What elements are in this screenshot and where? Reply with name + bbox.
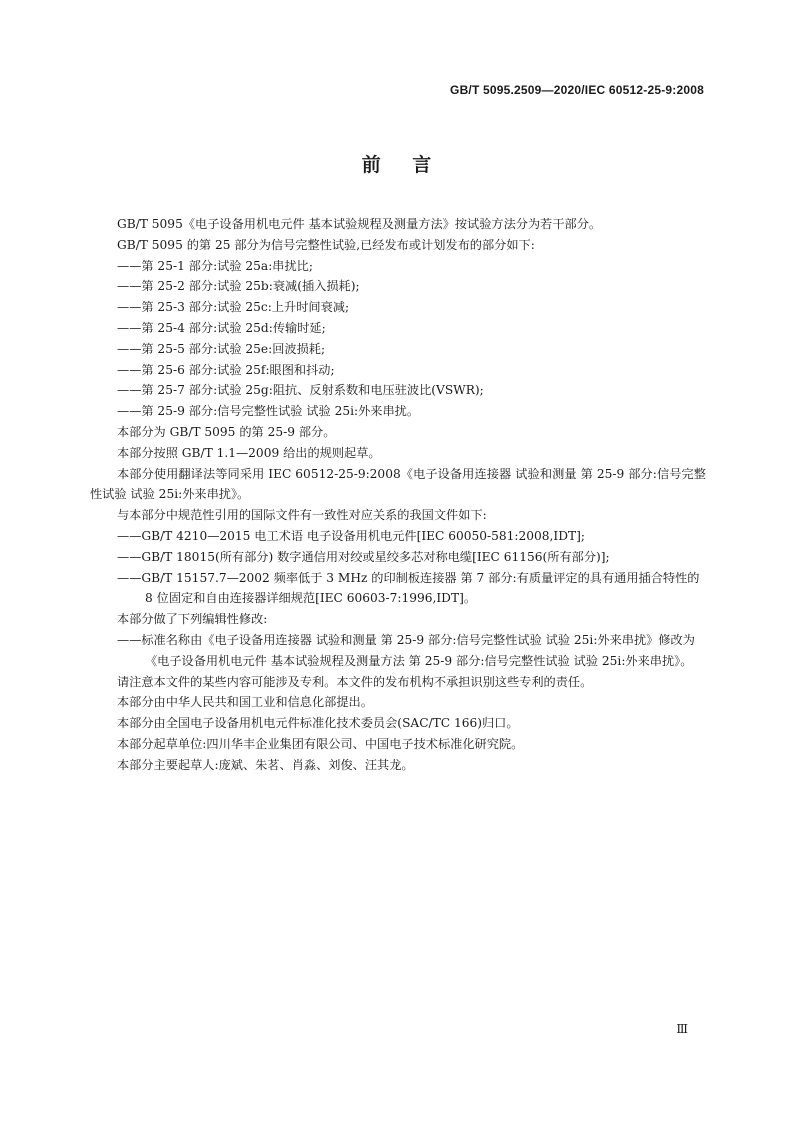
- paragraph: GB/T 5095《电子设备用机电元件 基本试验规程及测量方法》按试验方法分为若干部分。: [117, 217, 602, 231]
- list-item: ——GB/T 15157.7—2002 频率低于 3 MHz 的印制板连接器 第 7 部分:有质量评定的具有通用插合特性的 8 位固定和自由连接器详细规范[IEC 60603-7:1996,IDT]。: [117, 570, 700, 606]
- paragraph: 本部分由中华人民共和国工业和信息化部提出。: [117, 695, 373, 710]
- paragraph: 请注意本文件的某些内容可能涉及专利。本文件的发布机构不承担识别这些专利的责任。: [117, 674, 593, 689]
- standard-number-header: GB/T 5095.2509—2020/IEC 60512-25-9:2008: [450, 83, 704, 97]
- list-item: ——第 25-5 部分:试验 25e:回波损耗;: [117, 341, 326, 356]
- paragraph: 本部分按照 GB/T 1.1—2009 给出的规则起草。: [117, 445, 381, 460]
- paragraph: 本部分使用翻译法等同采用 IEC 60512-25-9:2008《电子设备用连接器 试验和测量 第 25-9 部分:信号完整性试验 试验 25i:外来串扰》。: [90, 466, 706, 502]
- paragraph: 本部分为 GB/T 5095 的第 25-9 部分。: [117, 424, 336, 439]
- list-item: ——标准名称由《电子设备用连接器 试验和测量 第 25-9 部分:信号完整性试验 试验 25i:外来串扰》修改为《电子设备用机电元件 基本试验规程及测量方法 第 25-9 部分:信号完整性试验 试验 25i:外来串扰》。: [117, 632, 695, 668]
- foreword-body: [90, 214, 706, 776]
- list-item: ——GB/T 18015(所有部分) 数字通信用对绞或星绞多芯对称电缆[IEC 61156(所有部分)];: [117, 549, 610, 564]
- list-item: ——第 25-2 部分:试验 25b:衰减(插入损耗);: [117, 279, 360, 294]
- list-item: ——第 25-3 部分:试验 25c:上升时间衰减;: [117, 300, 350, 315]
- paragraph: 本部分做了下列编辑性修改:: [117, 612, 268, 627]
- list-item: ——GB/T 4210—2015 电工术语 电子设备用机电元件[IEC 60050-581:2008,IDT];: [117, 528, 585, 543]
- list-item: ——第 25-6 部分:试验 25f:眼图和抖动;: [117, 362, 335, 377]
- list-item: ——第 25-9 部分:信号完整性试验 试验 25i:外来串扰。: [117, 404, 420, 419]
- paragraph: 与本部分中规范性引用的国际文件有一致性对应关系的我国文件如下:: [117, 508, 487, 523]
- page-number: Ⅲ: [676, 1022, 688, 1036]
- paragraph: 本部分由全国电子设备用机电元件标准化技术委员会(SAC/TC 166)归口。: [117, 716, 519, 731]
- list-item: ——第 25-1 部分:试验 25a:串扰比;: [117, 258, 313, 273]
- list-item: ——第 25-4 部分:试验 25d:传输时延;: [117, 320, 326, 335]
- paragraph: 本部分起草单位:四川华丰企业集团有限公司、中国电子技术标准化研究院。: [117, 736, 524, 751]
- paragraph: 本部分主要起草人:庞斌、朱茗、肖淼、刘俊、汪其龙。: [117, 757, 414, 772]
- list-item: ——第 25-7 部分:试验 25g:阻抗、反射系数和电压驻波比(VSWR);: [117, 383, 484, 398]
- page-title: 前 言: [361, 154, 433, 176]
- paragraph: GB/T 5095 的第 25 部分为信号完整性试验,已经发布或计划发布的部分如下:: [117, 237, 535, 252]
